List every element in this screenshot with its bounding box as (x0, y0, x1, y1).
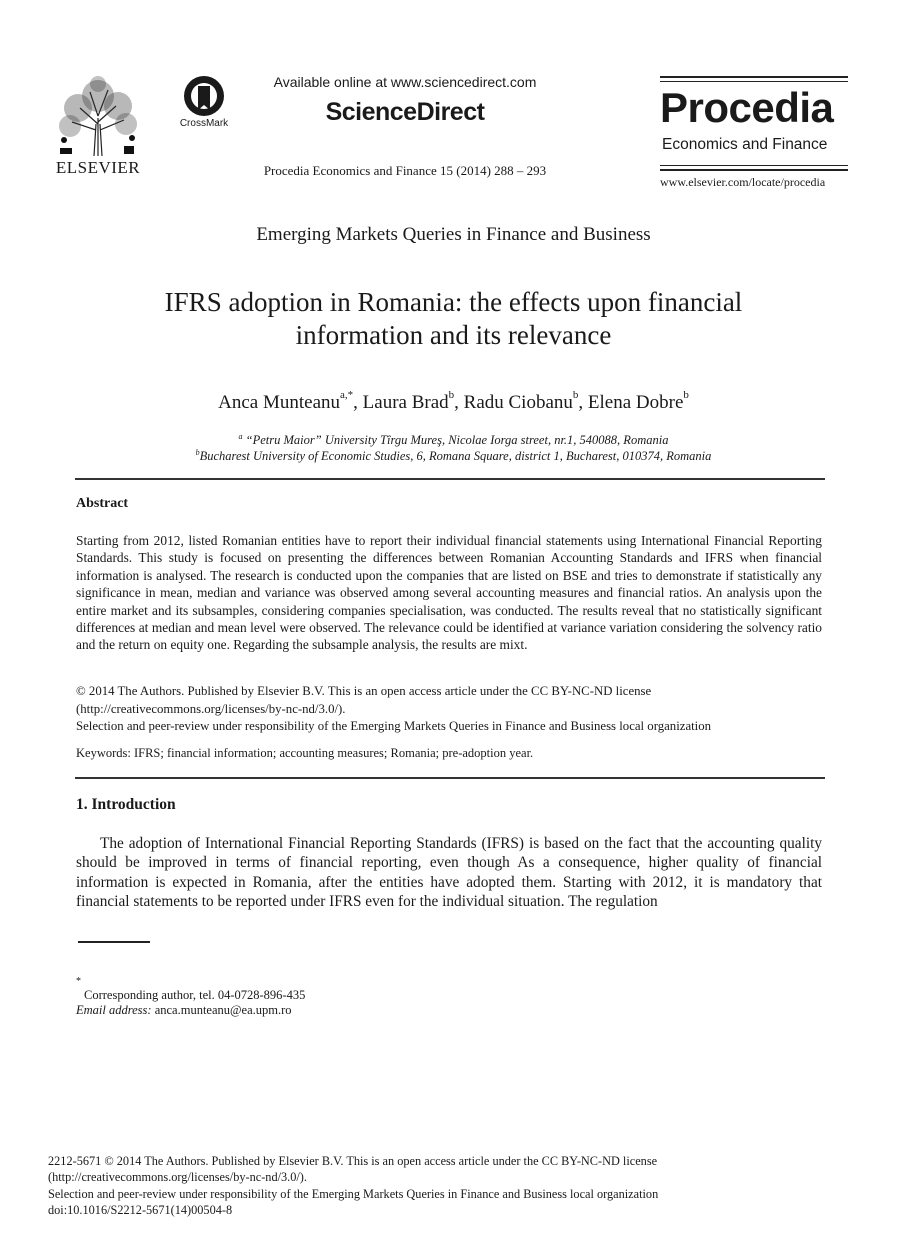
page-footer-license (48, 1153, 868, 1219)
corresponding-author-note: Corresponding author, tel. 04-0728-896-435 (84, 988, 306, 1002)
author-affiliation-mark: b (683, 389, 689, 401)
author-list: Anca Munteanu$^{a,*}$, Laura Brad$^b$, Radu Ciobanu$^b$, Elena Dobre$^b$ (218, 389, 689, 413)
footer-line: Selection and peer-review under responsibility of the Emerging Markets Queries in Finance and Business local organization (48, 1186, 659, 1201)
license-notice (76, 683, 822, 736)
email-address-line (76, 1003, 292, 1018)
procedia-bottom-rule-thin (660, 165, 848, 166)
email-label: Email address: (76, 1003, 152, 1017)
introduction-text: The adoption of International Financial Reporting Standards (IFRS) is based on the fact that the accounting quality should be improved in terms of financial reporting, even though As a consequence, higher quality of financial information is expected in Romania, after the entities have adopted them. Starting with 2012, it is mandatory that financial statements to be reported under IFRS even for the individual situation. The regulation (76, 835, 822, 910)
title-line: IFRS adoption in Romania: the effects upon financial (164, 287, 743, 317)
title-line: information and its relevance (295, 320, 612, 350)
journal-citation: Procedia Economics and Finance 15 (2014) 288 – 293 (263, 163, 547, 178)
section-divider (75, 478, 825, 480)
conference-name: Emerging Markets Queries in Finance and Business (256, 224, 651, 245)
footer-line: 2212-5671 © 2014 The Authors. Published by Elsevier B.V. This is an open access article under the CC BY-NC-ND license (48, 1154, 658, 1168)
affiliation-b: $^b$Bucharest University of Economic Studies, 6, Romana Square, district 1, Bucharest, 010374, Romania (195, 448, 712, 464)
footer-license-link[interactable]: (http://creativecommons.org/licenses/by-nc-nd/3.0/). (48, 1170, 307, 1185)
procedia-bottom-rule (660, 169, 848, 171)
footnote-marker: * (76, 976, 81, 987)
author-affiliation-mark: b (572, 389, 579, 401)
author-name: Laura Brad (362, 392, 449, 413)
section-divider (75, 777, 825, 779)
author-affiliation-mark: a,* (340, 389, 354, 401)
crossmark-label: CrossMark (179, 118, 229, 129)
author-name: Anca Munteanu (218, 392, 341, 413)
author-name: Elena Dobre (587, 392, 684, 413)
article-title (120, 286, 787, 352)
procedia-top-rule (660, 76, 848, 78)
abstract-text: Starting from 2012, listed Romanian entities have to report their individual financial statements using International Financial Reporting Standards. This study is focused on presenting the differences between Romanian Accounting Standards and IFRS when financial information is analysed. The research is conducted upon the companies that are listed on BSE and tries to demonstrate if statistically any significance in mean, median and variance was observed among several accounting measures and financial ratios. An analysis upon the entire market and its subsamples, considering companies specialisation, was conducted. The results reveal that no statistically significant differences at median and mean level were observed. The relevance could be identified at variance variation considering the solvency ratio and the return on equity one. Regarding the subsample analysis, the results are mixt. (76, 533, 822, 653)
procedia-subtitle: Economics and Finance (662, 136, 828, 153)
sciencedirect-brand: ScienceDirect (325, 98, 485, 126)
elsevier-wordmark: ELSEVIER (55, 158, 141, 177)
introduction-heading: 1. Introduction (76, 796, 176, 813)
footnote-rule (78, 941, 150, 943)
license-line: Selection and peer-review under responsibility of the Emerging Markets Queries in Finance and Business local organization (76, 719, 712, 733)
procedia-url-link[interactable]: www.elsevier.com/locate/procedia (660, 175, 826, 189)
keywords-line: Keywords: IFRS; financial information; accounting measures; Romania; pre-adoption year. (76, 746, 534, 760)
affiliation-a: $^a$ “Petru Maior” University Tîrgu Mureş, Nicolae Iorga street, nr.1, 540088, Romania (238, 432, 669, 448)
author-name: Radu Ciobanu (463, 392, 573, 413)
procedia-top-rule-thin (660, 81, 848, 82)
license-link[interactable]: (http://creativecommons.org/licenses/by-nc-nd/3.0/). (76, 701, 346, 716)
license-line: © 2014 The Authors. Published by Elsevier B.V. This is an open access article under the CC BY-NC-ND license (76, 684, 652, 698)
email-value[interactable]: anca.munteanu@ea.upm.ro (151, 1003, 292, 1017)
abstract-heading: Abstract (76, 496, 129, 511)
available-online-text: Available online at www.sciencedirect.com (273, 74, 537, 90)
author-affiliation-mark: b (448, 389, 455, 401)
procedia-wordmark: Procedia (660, 84, 834, 131)
footer-doi[interactable]: doi:10.1016/S2212-5671(14)00504-8 (48, 1203, 233, 1218)
